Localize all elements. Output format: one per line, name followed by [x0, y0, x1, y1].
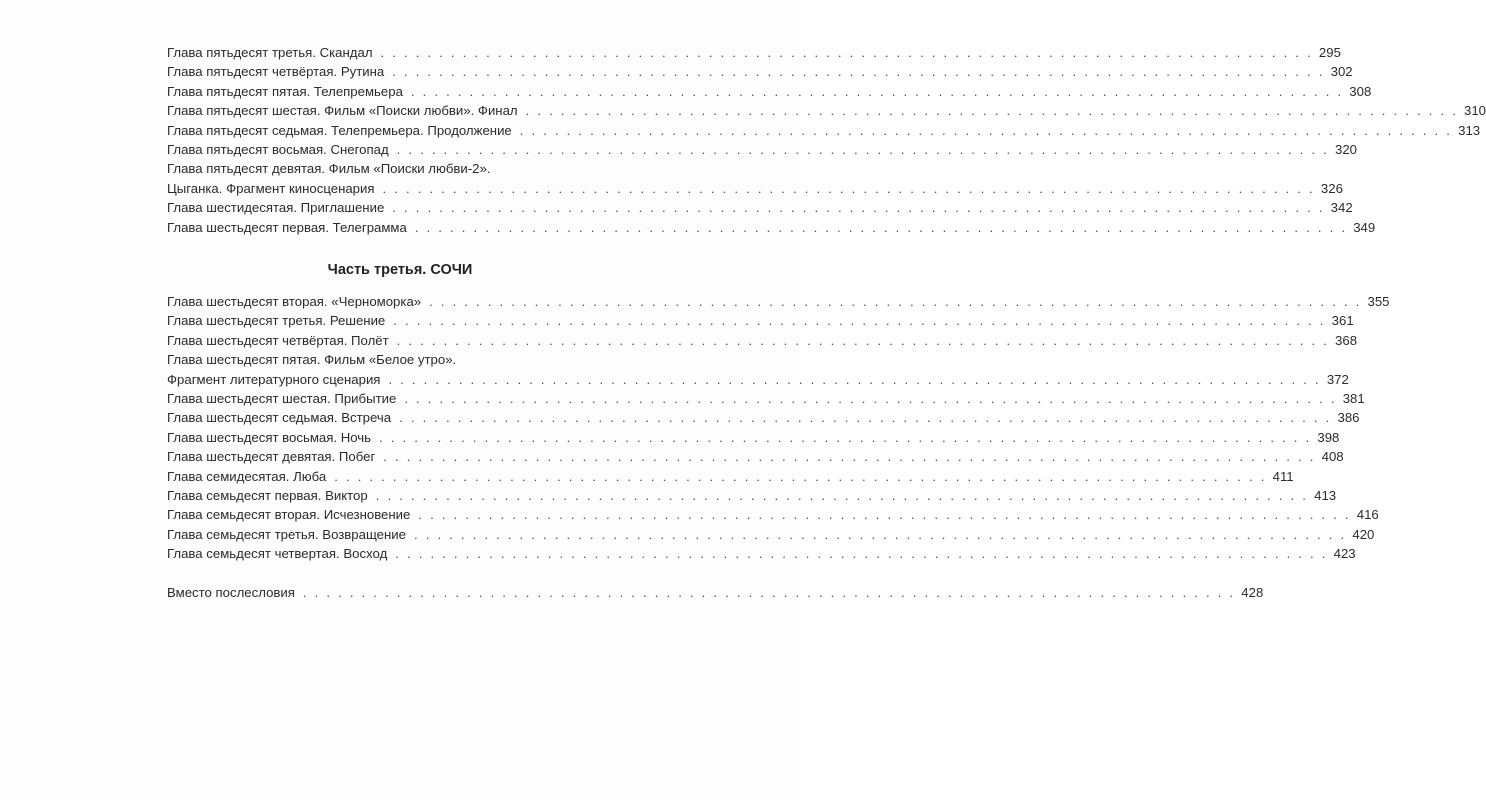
- entry-page-number: 408: [1321, 449, 1344, 465]
- entry-page-number: 349: [1353, 219, 1376, 235]
- entry-page-number: 342: [1330, 200, 1353, 216]
- toc-entry: [167, 43, 1341, 62]
- entry-page-number: 416: [1356, 507, 1379, 523]
- entry-title: Вместо послесловия: [167, 585, 295, 600]
- entry-title: Глава шестьдесят девятая. Побег: [167, 449, 376, 465]
- dot-leader: . . . . . . . . . . . . . . . . . . . . . . . . . . . . . . . . . . . . . . . . . . . . . . . . . . . . . . . . . . . . . . . . . . . . . . . . . . . . . . . .: [392, 200, 1325, 216]
- entry-page-number: 368: [1335, 332, 1358, 348]
- entry-page-number: 326: [1320, 180, 1343, 196]
- dot-leader: . . . . . . . . . . . . . . . . . . . . . . . . . . . . . . . . . . . . . . . . . . . . . . . . . . . . . . . . . . . . . . . . . . . . . . . . . . . . . . . .: [379, 429, 1312, 445]
- entry-title: Глава семьдесят четвертая. Восход: [167, 546, 388, 562]
- entry-page-number: 372: [1326, 371, 1349, 387]
- toc-entry: [167, 331, 1358, 350]
- toc-entry-line2: [167, 370, 1349, 389]
- toc-entry: [167, 505, 1379, 524]
- dot-leader: . . . . . . . . . . . . . . . . . . . . . . . . . . . . . . . . . . . . . . . . . . . . . . . . . . . . . . . . . . . . . . . . . . . . . . . . . . . . . . . .: [302, 585, 1236, 600]
- dot-leader: . . . . . . . . . . . . . . . . . . . . . . . . . . . . . . . . . . . . . . . . . . . . . . . . . . . . . . . . . . . . . . . . . . . . . . . . . . . . . . . .: [392, 64, 1325, 80]
- dot-leader: . . . . . . . . . . . . . . . . . . . . . . . . . . . . . . . . . . . . . . . . . . . . . . . . . . . . . . . . . . . . . . . . . . . . . . . . . . . . . . . .: [396, 142, 1330, 158]
- toc-entry: [167, 311, 1354, 330]
- dot-leader: . . . . . . . . . . . . . . . . . . . . . . . . . . . . . . . . . . . . . . . . . . . . . . . . . . . . . . . . . . . . . . . . . . . . . . . . . . . . . . . .: [399, 410, 1332, 426]
- dot-leader: . . . . . . . . . . . . . . . . . . . . . . . . . . . . . . . . . . . . . . . . . . . . . . . . . . . . . . . . . . . . . . . . . . . . . . . . . . . . . . . .: [418, 507, 1351, 523]
- entry-page-number: 355: [1367, 294, 1390, 309]
- toc-entry: [167, 389, 1365, 408]
- dot-leader: . . . . . . . . . . . . . . . . . . . . . . . . . . . . . . . . . . . . . . . . . . . . . . . . . . . . . . . . . . . . . . . . . . . . . . . . . . . . . . . .: [519, 122, 1453, 138]
- toc-entry: [167, 428, 1340, 447]
- entry-title: Глава шестидесятая. Приглашение: [167, 200, 385, 216]
- entry-title: Фрагмент литературного сценария: [167, 371, 381, 387]
- dot-leader: . . . . . . . . . . . . . . . . . . . . . . . . . . . . . . . . . . . . . . . . . . . . . . . . . . . . . . . . . . . . . . . . . . . . . . . . . . . . . . . .: [414, 526, 1347, 542]
- entry-page-number: 398: [1317, 429, 1340, 445]
- entry-page-number: 310: [1464, 103, 1486, 119]
- toc-entry: [167, 140, 1358, 159]
- toc-entry-line2: [167, 179, 1343, 198]
- toc-entry: [167, 525, 1375, 544]
- entry-page-number: 308: [1349, 83, 1372, 99]
- toc-entry: [167, 101, 1486, 120]
- toc-part2-list: [167, 43, 1486, 237]
- entry-title: Глава пятьдесят третья. Скандал: [167, 45, 373, 60]
- entry-title: Глава семьдесят первая. Виктор: [167, 488, 368, 504]
- dot-leader: . . . . . . . . . . . . . . . . . . . . . . . . . . . . . . . . . . . . . . . . . . . . . . . . . . . . . . . . . . . . . . . . . . . . . . . . . . . . . . . .: [382, 180, 1315, 196]
- entry-page-number: 320: [1335, 142, 1358, 158]
- toc-entry: [167, 447, 1344, 466]
- toc-entry: [167, 82, 1372, 101]
- entry-title: Глава пятьдесят восьмая. Снегопад: [167, 142, 389, 158]
- entry-page-number: 295: [1318, 45, 1341, 60]
- dot-leader: . . . . . . . . . . . . . . . . . . . . . . . . . . . . . . . . . . . . . . . . . . . . . . . . . . . . . . . . . . . . . . . . . . . . . . . . . . . . . . . .: [383, 449, 1316, 465]
- dot-leader: . . . . . . . . . . . . . . . . . . . . . . . . . . . . . . . . . . . . . . . . . . . . . . . . . . . . . . . . . . . . . . . . . . . . . . . . . . . . . . . .: [410, 83, 1344, 99]
- toc-entry: [167, 121, 1481, 140]
- toc-entry-afterword: [167, 583, 1264, 602]
- dot-leader: . . . . . . . . . . . . . . . . . . . . . . . . . . . . . . . . . . . . . . . . . . . . . . . . . . . . . . . . . . . . . . . . . . . . . . . . . . . . . . . .: [380, 45, 1313, 60]
- entry-title: Глава семьдесят вторая. Исчезновение: [167, 507, 411, 523]
- entry-title: Глава семидесятая. Люба: [167, 468, 327, 484]
- entry-title: Глава пятьдесят пятая. Телепремьера: [167, 83, 403, 99]
- toc-entry: [167, 408, 1360, 427]
- entry-title: Глава шестьдесят седьмая. Встреча: [167, 410, 392, 426]
- entry-title: Цыганка. Фрагмент киносценария: [167, 180, 375, 196]
- dot-leader: . . . . . . . . . . . . . . . . . . . . . . . . . . . . . . . . . . . . . . . . . . . . . . . . . . . . . . . . . . . . . . . . . . . . . . . . . . . . . . . .: [404, 391, 1337, 407]
- toc-entry: [167, 467, 1294, 486]
- entry-page-number: 302: [1330, 64, 1353, 80]
- entry-title: Глава пятьдесят четвёртая. Рутина: [167, 64, 385, 80]
- dot-leader: . . . . . . . . . . . . . . . . . . . . . . . . . . . . . . . . . . . . . . . . . . . . . . . . . . . . . . . . . . . . . . . . . . . . . . . . . . . . . . . .: [388, 371, 1321, 387]
- entry-page-number: 413: [1314, 488, 1337, 504]
- toc-entry: [167, 198, 1353, 217]
- entry-page-number: 423: [1333, 546, 1356, 562]
- entry-title: Глава шестьдесят третья. Решение: [167, 313, 386, 329]
- dot-leader: . . . . . . . . . . . . . . . . . . . . . . . . . . . . . . . . . . . . . . . . . . . . . . . . . . . . . . . . . . . . . . . . . . . . . . . . . . . . . . . .: [375, 488, 1309, 504]
- toc-entry: [167, 486, 1337, 505]
- entry-page-number: 420: [1352, 526, 1375, 542]
- toc-afterword: [167, 583, 1264, 602]
- entry-title-line1: Глава шестьдесят пятая. Фильм «Белое утро».: [167, 352, 457, 368]
- entry-page-number: 428: [1241, 585, 1264, 600]
- entry-title: Глава шестьдесят первая. Телеграмма: [167, 219, 407, 235]
- toc-entry: [167, 544, 1356, 563]
- entry-title: Глава шестьдесят восьмая. Ночь: [167, 429, 372, 445]
- dot-leader: . . . . . . . . . . . . . . . . . . . . . . . . . . . . . . . . . . . . . . . . . . . . . . . . . . . . . . . . . . . . . . . . . . . . . . . . . . . . . . . .: [393, 313, 1326, 329]
- toc-entry-multiline: [167, 159, 1343, 198]
- entry-page-number: 386: [1337, 410, 1360, 426]
- toc-entry: [167, 62, 1353, 81]
- entry-title: Глава пятьдесят седьмая. Телепремьера. Продолжение: [167, 122, 512, 138]
- toc-entry: [167, 292, 1390, 311]
- toc-entry: [167, 218, 1376, 237]
- part3-heading: Часть третья. СОЧИ: [327, 262, 473, 278]
- entry-title: Глава шестьдесят вторая. «Черноморка»: [167, 294, 422, 309]
- dot-leader: . . . . . . . . . . . . . . . . . . . . . . . . . . . . . . . . . . . . . . . . . . . . . . . . . . . . . . . . . . . . . . . . . . . . . . . . . . . . . . . .: [525, 103, 1458, 119]
- dot-leader: . . . . . . . . . . . . . . . . . . . . . . . . . . . . . . . . . . . . . . . . . . . . . . . . . . . . . . . . . . . . . . . . . . . . . . . . . . . . . . . .: [429, 294, 1362, 309]
- dot-leader: . . . . . . . . . . . . . . . . . . . . . . . . . . . . . . . . . . . . . . . . . . . . . . . . . . . . . . . . . . . . . . . . . . . . . . . . . . . . . . . .: [396, 332, 1330, 348]
- entry-title-line1: Глава пятьдесят девятая. Фильм «Поиски любви-2».: [167, 161, 491, 177]
- entry-page-number: 361: [1331, 313, 1354, 329]
- toc-part3-list: [167, 292, 1390, 564]
- entry-title: Глава пятьдесят шестая. Фильм «Поиски любви». Финал: [167, 103, 518, 119]
- toc-entry-multiline: [167, 350, 1349, 389]
- entry-title: Глава шестьдесят четвёртая. Полёт: [167, 332, 389, 348]
- entry-title: Глава семьдесят третья. Возвращение: [167, 526, 406, 542]
- dot-leader: . . . . . . . . . . . . . . . . . . . . . . . . . . . . . . . . . . . . . . . . . . . . . . . . . . . . . . . . . . . . . . . . . . . . . . . . . . . . . . . .: [334, 468, 1267, 484]
- entry-title: Глава шестьдесят шестая. Прибытие: [167, 391, 397, 407]
- dot-leader: . . . . . . . . . . . . . . . . . . . . . . . . . . . . . . . . . . . . . . . . . . . . . . . . . . . . . . . . . . . . . . . . . . . . . . . . . . . . . . . .: [395, 546, 1328, 562]
- dot-leader: . . . . . . . . . . . . . . . . . . . . . . . . . . . . . . . . . . . . . . . . . . . . . . . . . . . . . . . . . . . . . . . . . . . . . . . . . . . . . . . .: [414, 219, 1348, 235]
- entry-page-number: 411: [1272, 468, 1294, 484]
- entry-page-number: 381: [1342, 391, 1365, 407]
- entry-page-number: 313: [1458, 122, 1481, 138]
